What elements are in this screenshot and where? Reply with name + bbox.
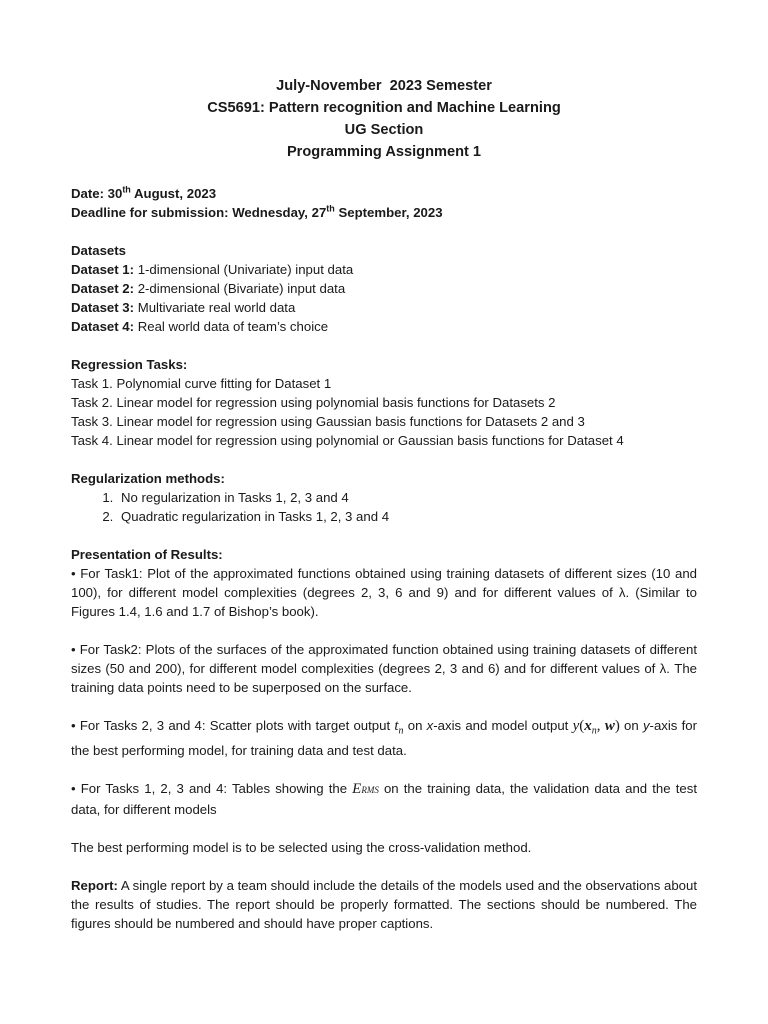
- list-item: 2. Quadratic regularization in Tasks 1, 2, 3 and 4: [117, 507, 697, 526]
- task-item: Task 3. Linear model for regression using Gaussian basis functions for Datasets 2 and 3: [71, 414, 585, 429]
- deadline-line: Deadline for submission: Wednesday, 27th September, 2023: [71, 203, 443, 220]
- section-title: UG Section: [344, 122, 424, 138]
- date-line: Date: 30th August, 2023: [71, 184, 217, 201]
- presentation-section: [71, 545, 697, 933]
- dataset-item: Dataset 2: 2-dimensional (Bivariate) input data: [71, 281, 346, 296]
- document-header: [71, 0, 697, 163]
- datasets-heading: Datasets: [71, 243, 126, 258]
- regularization-heading: Regularization methods:: [71, 471, 225, 486]
- regularization-section: [71, 469, 697, 526]
- task1-paragraph: • For Task1: Plot of the approximated functions obtained using training datasets of different sizes (10 and 100), for different model complexities (degrees 2, 3, 6 and 9) and for different values of λ. (Similar to Figures 1.4, 1.6 and 1.7 of Bishop’s book).: [71, 566, 697, 619]
- regression-heading: Regression Tasks:: [71, 357, 188, 372]
- dataset-item: Dataset 3: Multivariate real world data: [71, 300, 296, 315]
- task-item: Task 4. Linear model for regression using polynomial or Gaussian basis functions for Dataset 4: [71, 433, 624, 448]
- course-title: CS5691: Pattern recognition and Machine Learning: [207, 100, 561, 116]
- scatter-paragraph: • For Tasks 2, 3 and 4: Scatter plots with target output $t_n$ on x-axis and model output $y(x_n$, w) on y-axis for the best performing model, for training data and test data.: [71, 718, 698, 758]
- dates-block: [71, 184, 697, 222]
- regularization-list: [71, 488, 697, 526]
- tables-paragraph: • For Tasks 1, 2, 3 and 4: Tables showing the ERMS on the training data, the validation data and the test data, for different models: [71, 780, 697, 817]
- task-item: Task 2. Linear model for regression using polynomial basis functions for Datasets 2: [71, 395, 556, 410]
- datasets-section: [71, 241, 697, 336]
- list-item: 1. No regularization in Tasks 1, 2, 3 and 4: [117, 488, 697, 507]
- dataset-item: Dataset 1: 1-dimensional (Univariate) input data: [71, 262, 354, 277]
- semester-title: July-November 2023 Semester: [276, 78, 492, 94]
- report-paragraph: Report: A single report by a team should include the details of the models used and the observations about the results of studies. The report should be properly formatted. The sections should be numbered. The figures should be numbered and should have proper captions.: [71, 877, 697, 931]
- dataset-item: Dataset 4: Real world data of team’s choice: [71, 319, 329, 334]
- presentation-heading: Presentation of Results:: [71, 547, 223, 562]
- task-item: Task 1. Polynomial curve fitting for Dataset 1: [71, 376, 332, 391]
- regression-section: [71, 355, 697, 450]
- assignment-title: Programming Assignment 1: [286, 144, 482, 160]
- task2-paragraph: • For Task2: Plots of the surfaces of the approximated function obtained using training datasets of different sizes (50 and 200), for different model complexities (degrees 2, 3 and 6) and for different values of λ. The training data points need to be superposed on the surface.: [71, 642, 697, 695]
- cross-validation-paragraph: The best performing model is to be selected using the cross-validation method.: [71, 839, 532, 855]
